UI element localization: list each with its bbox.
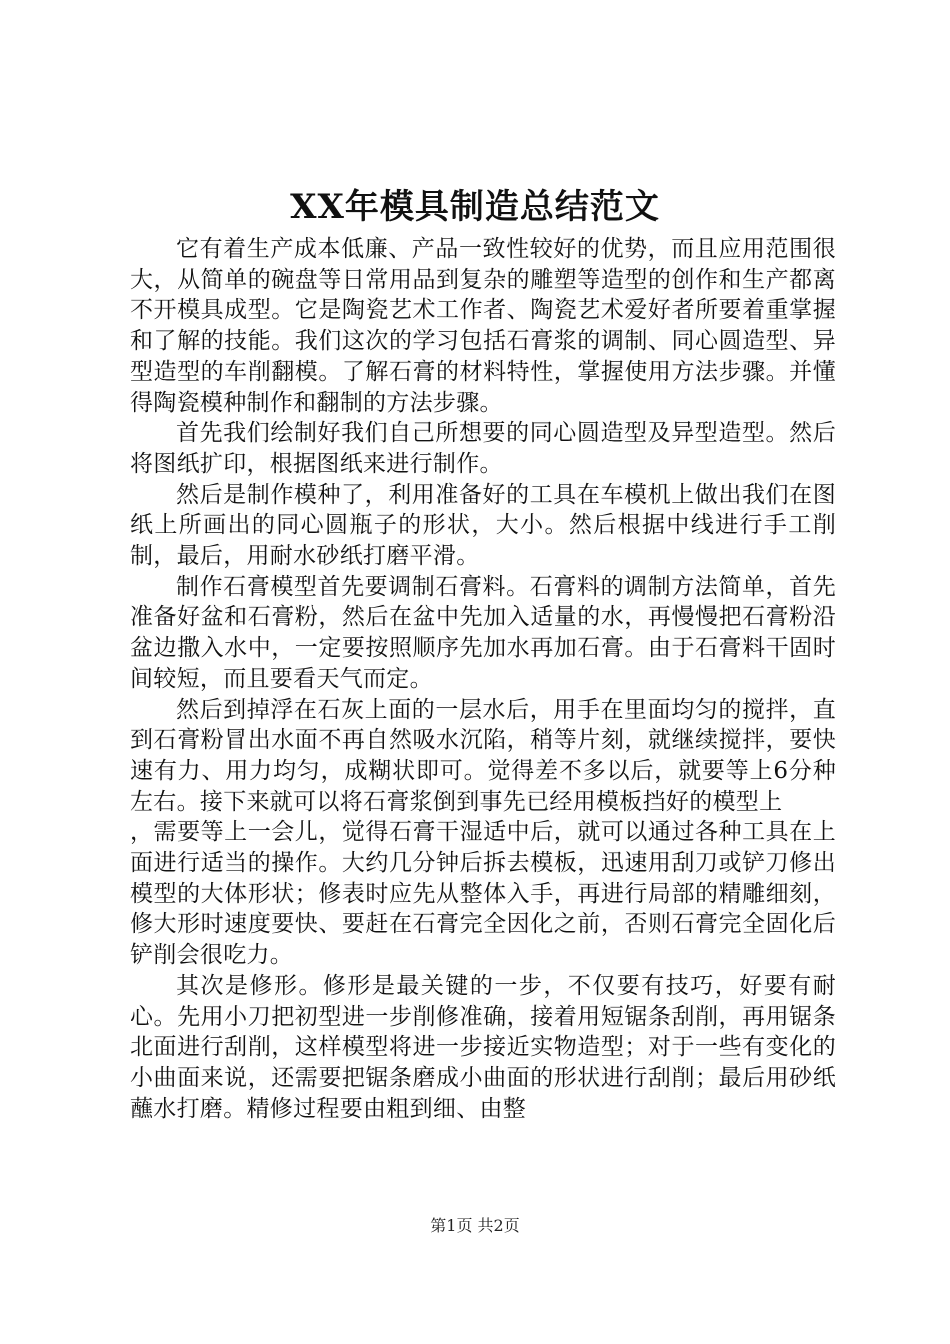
paragraph: 其次是修形。修形是最关键的一步，不仅要有技巧，好要有耐心。先用小刀把初型进一步削修准确，接着用短锯条刮削，再用锯条北面进行刮削，这样模型将进一步接近实物造型；对于一些有变化的小曲面来说，还需要把锯条磨成小曲面的形状进行刮削；最后用砂纸蘸水打磨。精修过程要由粗到细、由整 [130,972,836,1122]
paragraph: 它有着生产成本低廉、产品一致性较好的优势，而且应用范围很大，从简单的碗盘等日常用品到复杂的雕塑等造型的创作和生产都离不开模具成型。它是陶瓷艺术工作者、陶瓷艺术爱好者所要着重掌握和了解的技能。我们这次的学习包括石膏浆的调制、同心圆造型、异型造型的车削翻模。了解石膏的材料特性，掌握使用方法步骤。并懂得陶瓷模种制作和翻制的方法步骤。 [130,236,836,416]
page-number-footer: 第1页 共2页 [430,1216,520,1235]
paragraph: 制作石膏模型首先要调制石膏料。石膏料的调制方法简单，首先准备好盆和石膏粉，然后在盆中先加入适量的水，再慢慢把石膏粉沿盆边撒入水中，一定要按照顺序先加水再加石膏。由于石膏料干固时间较短，而且要看天气而定。 [130,573,836,692]
document-body [130,234,836,1124]
paragraph: ，需要等上一会儿，觉得石膏干湿适中后，就可以通过各种工具在上面进行适当的操作。大约几分钟后拆去模板，迅速用刮刀或铲刀修出模型的大体形状；修表时应先从整体入手，再进行局部的精雕细刻，修大形时速度要快、要赶在石膏完全因化之前，否则石膏完全固化后铲削会很吃力。 [130,819,836,969]
paragraph: 首先我们绘制好我们自己所想要的同心圆造型及异型造型。然后将图纸扩印，根据图纸来进行制作。 [130,420,836,477]
document-title: XX年模具制造总结范文 [290,187,660,227]
paragraph: 然后到掉浮在石灰上面的一层水后，用手在里面均匀的搅拌，直到石膏粉冒出水面不再自然吸水沉陷，稍等片刻，就继续搅拌，要快速有力、用力均匀，成糊状即可。觉得差不多以后，就要等上6分种左右。接下来就可以将石膏浆倒到事先已经用模板挡好的模型上 [130,696,836,815]
paragraph: 然后是制作模种了，利用准备好的工具在车模机上做出我们在图纸上所画出的同心圆瓶子的形状，大小。然后根据中线进行手工削制，最后，用耐水砂纸打磨平滑。 [130,481,836,570]
